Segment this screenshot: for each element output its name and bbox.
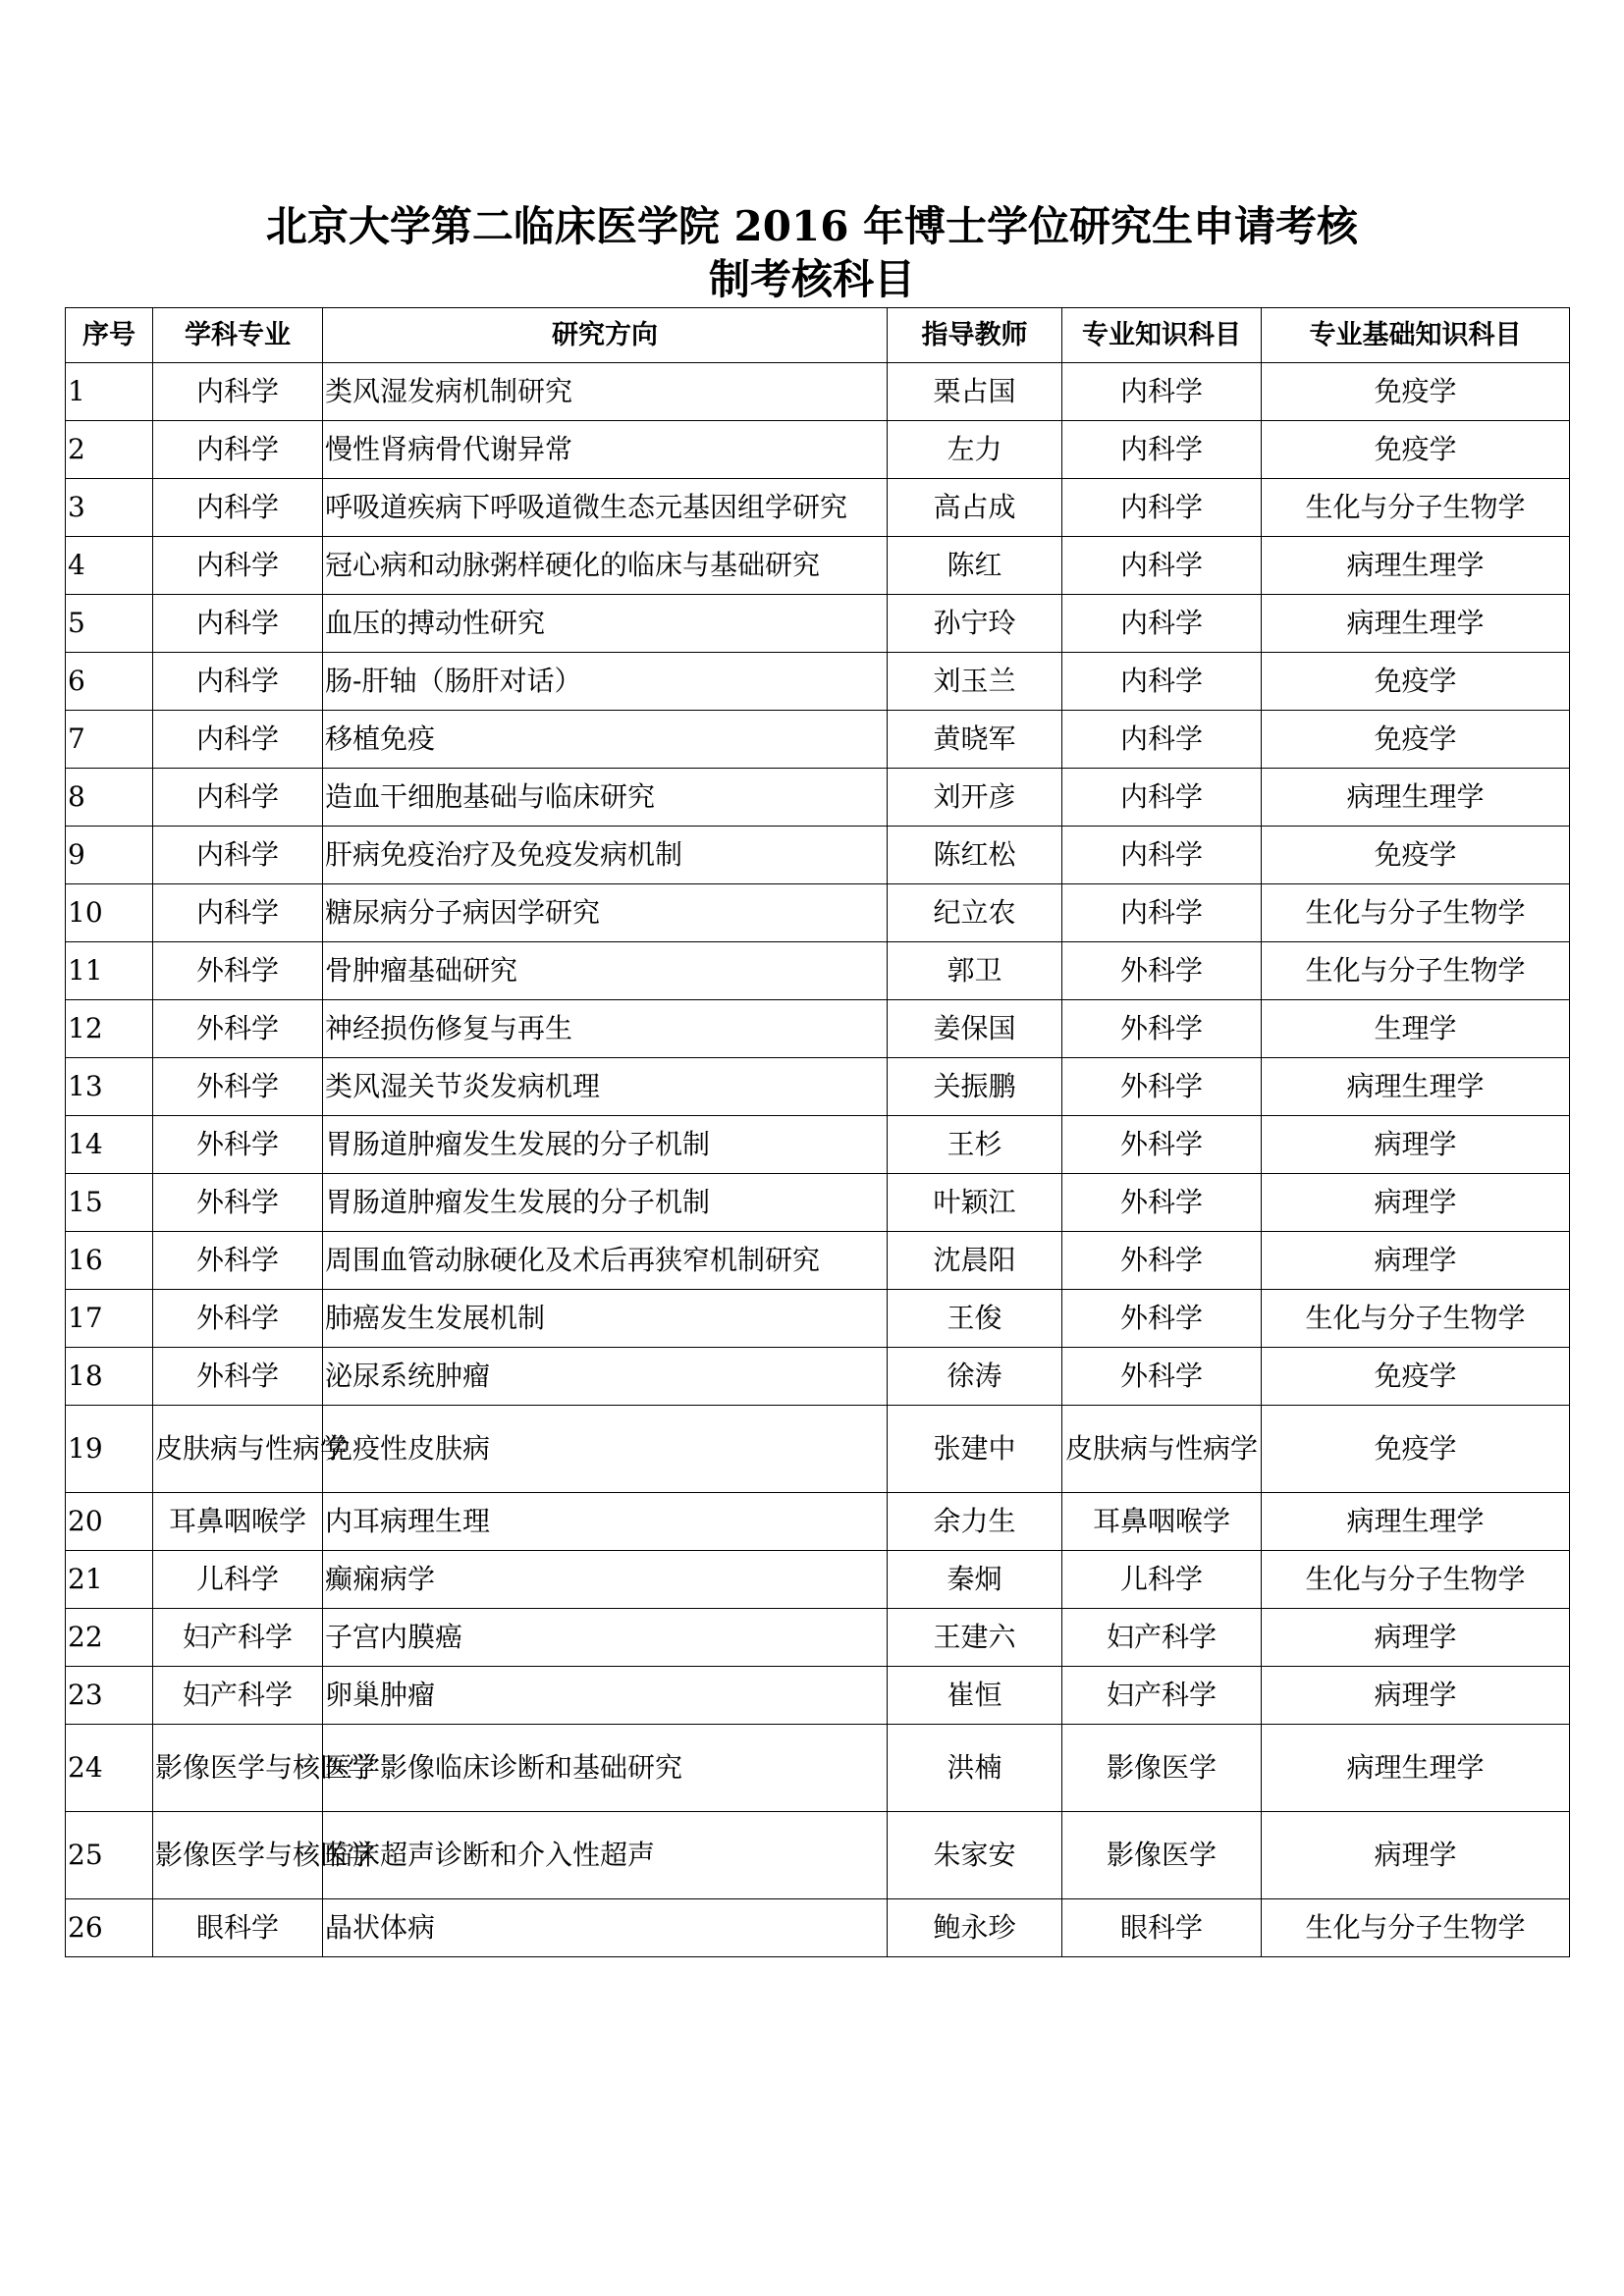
cell-foundation-subject: 病理生理学 — [1262, 1058, 1570, 1116]
table-row — [66, 1000, 1570, 1058]
cell-professional-subject: 内科学 — [1062, 537, 1262, 595]
cell-supervisor: 黄晓军 — [888, 711, 1062, 769]
cell-supervisor: 王杉 — [888, 1116, 1062, 1174]
cell-index: 11 — [66, 942, 153, 1000]
cell-index: 3 — [66, 479, 153, 537]
cell-foundation-subject: 生理学 — [1262, 1000, 1570, 1058]
table-row — [66, 1725, 1570, 1812]
cell-discipline: 妇产科学 — [153, 1609, 323, 1667]
cell-professional-subject: 内科学 — [1062, 884, 1262, 942]
cell-professional-subject: 影像医学 — [1062, 1725, 1262, 1812]
page-title-line-1: 北京大学第二临床医学院 2016 年博士学位研究生申请考核 — [265, 202, 1359, 250]
cell-research-direction: 内耳病理生理 — [323, 1493, 888, 1551]
cell-supervisor: 郭卫 — [888, 942, 1062, 1000]
cell-discipline: 外科学 — [153, 1232, 323, 1290]
cell-professional-subject: 内科学 — [1062, 363, 1262, 421]
cell-supervisor: 沈晨阳 — [888, 1232, 1062, 1290]
cell-supervisor: 左力 — [888, 421, 1062, 479]
cell-foundation-subject: 病理生理学 — [1262, 537, 1570, 595]
cell-discipline: 影像医学与核医学 — [153, 1725, 323, 1812]
cell-research-direction: 医学影像临床诊断和基础研究 — [323, 1725, 888, 1812]
cell-index: 19 — [66, 1406, 153, 1493]
cell-discipline: 外科学 — [153, 1116, 323, 1174]
header-index: 序号 — [66, 308, 153, 363]
cell-supervisor: 张建中 — [888, 1406, 1062, 1493]
table-row — [66, 1232, 1570, 1290]
cell-discipline: 内科学 — [153, 421, 323, 479]
cell-index: 18 — [66, 1348, 153, 1406]
header-research-direction: 研究方向 — [323, 308, 888, 363]
cell-foundation-subject: 生化与分子生物学 — [1262, 1899, 1570, 1957]
cell-index: 20 — [66, 1493, 153, 1551]
cell-professional-subject: 儿科学 — [1062, 1551, 1262, 1609]
table-row — [66, 1609, 1570, 1667]
cell-research-direction: 骨肿瘤基础研究 — [323, 942, 888, 1000]
cell-professional-subject: 外科学 — [1062, 1058, 1262, 1116]
cell-discipline: 外科学 — [153, 1290, 323, 1348]
cell-supervisor: 王俊 — [888, 1290, 1062, 1348]
cell-research-direction: 晶状体病 — [323, 1899, 888, 1957]
cell-foundation-subject: 病理学 — [1262, 1812, 1570, 1899]
cell-discipline: 外科学 — [153, 1348, 323, 1406]
table-row — [66, 653, 1570, 711]
header-supervisor: 指导教师 — [888, 308, 1062, 363]
table-row — [66, 363, 1570, 421]
cell-foundation-subject: 病理生理学 — [1262, 1725, 1570, 1812]
cell-research-direction: 子宫内膜癌 — [323, 1609, 888, 1667]
cell-index: 21 — [66, 1551, 153, 1609]
cell-supervisor: 陈红松 — [888, 827, 1062, 884]
table-row — [66, 827, 1570, 884]
cell-discipline: 内科学 — [153, 595, 323, 653]
cell-research-direction: 癫痫病学 — [323, 1551, 888, 1609]
cell-research-direction: 血压的搏动性研究 — [323, 595, 888, 653]
cell-supervisor: 叶颖江 — [888, 1174, 1062, 1232]
table-row — [66, 769, 1570, 827]
cell-professional-subject: 内科学 — [1062, 421, 1262, 479]
cell-index: 12 — [66, 1000, 153, 1058]
table-row — [66, 1406, 1570, 1493]
cell-discipline: 妇产科学 — [153, 1667, 323, 1725]
cell-research-direction: 糖尿病分子病因学研究 — [323, 884, 888, 942]
cell-foundation-subject: 生化与分子生物学 — [1262, 1551, 1570, 1609]
table-row — [66, 884, 1570, 942]
cell-professional-subject: 内科学 — [1062, 711, 1262, 769]
table-row — [66, 537, 1570, 595]
cell-foundation-subject: 病理生理学 — [1262, 1493, 1570, 1551]
table-row — [66, 1899, 1570, 1957]
cell-index: 14 — [66, 1116, 153, 1174]
cell-foundation-subject: 免疫学 — [1262, 653, 1570, 711]
cell-supervisor: 栗占国 — [888, 363, 1062, 421]
cell-index: 24 — [66, 1725, 153, 1812]
cell-index: 22 — [66, 1609, 153, 1667]
cell-discipline: 外科学 — [153, 1000, 323, 1058]
cell-index: 5 — [66, 595, 153, 653]
cell-foundation-subject: 病理生理学 — [1262, 769, 1570, 827]
cell-research-direction: 免疫性皮肤病 — [323, 1406, 888, 1493]
cell-index: 2 — [66, 421, 153, 479]
cell-index: 26 — [66, 1899, 153, 1957]
cell-foundation-subject: 免疫学 — [1262, 421, 1570, 479]
cell-research-direction: 胃肠道肿瘤发生发展的分子机制 — [323, 1174, 888, 1232]
header-foundation-subject: 专业基础知识科目 — [1262, 308, 1570, 363]
cell-discipline: 皮肤病与性病学 — [153, 1406, 323, 1493]
cell-professional-subject: 外科学 — [1062, 1232, 1262, 1290]
table-row — [66, 1058, 1570, 1116]
cell-foundation-subject: 生化与分子生物学 — [1262, 1290, 1570, 1348]
cell-research-direction: 肠-肝轴（肠肝对话） — [323, 653, 888, 711]
cell-foundation-subject: 免疫学 — [1262, 363, 1570, 421]
cell-foundation-subject: 免疫学 — [1262, 1406, 1570, 1493]
table-body — [66, 363, 1570, 1957]
cell-research-direction: 造血干细胞基础与临床研究 — [323, 769, 888, 827]
cell-supervisor: 洪楠 — [888, 1725, 1062, 1812]
cell-foundation-subject: 病理学 — [1262, 1667, 1570, 1725]
cell-index: 9 — [66, 827, 153, 884]
table-row — [66, 1290, 1570, 1348]
cell-index: 1 — [66, 363, 153, 421]
cell-professional-subject: 内科学 — [1062, 479, 1262, 537]
cell-research-direction: 临床超声诊断和介入性超声 — [323, 1812, 888, 1899]
cell-professional-subject: 妇产科学 — [1062, 1609, 1262, 1667]
cell-index: 8 — [66, 769, 153, 827]
cell-supervisor: 王建六 — [888, 1609, 1062, 1667]
cell-professional-subject: 外科学 — [1062, 1348, 1262, 1406]
cell-supervisor: 鲍永珍 — [888, 1899, 1062, 1957]
cell-supervisor: 陈红 — [888, 537, 1062, 595]
table-row — [66, 479, 1570, 537]
cell-supervisor: 秦炯 — [888, 1551, 1062, 1609]
cell-index: 16 — [66, 1232, 153, 1290]
cell-discipline: 儿科学 — [153, 1551, 323, 1609]
cell-index: 7 — [66, 711, 153, 769]
cell-discipline: 内科学 — [153, 653, 323, 711]
table-header-row — [66, 308, 1570, 363]
table-row — [66, 942, 1570, 1000]
cell-professional-subject: 眼科学 — [1062, 1899, 1262, 1957]
cell-supervisor: 姜保国 — [888, 1000, 1062, 1058]
cell-discipline: 外科学 — [153, 1174, 323, 1232]
cell-discipline: 内科学 — [153, 884, 323, 942]
cell-discipline: 内科学 — [153, 769, 323, 827]
cell-foundation-subject: 生化与分子生物学 — [1262, 884, 1570, 942]
cell-professional-subject: 妇产科学 — [1062, 1667, 1262, 1725]
cell-index: 13 — [66, 1058, 153, 1116]
cell-research-direction: 胃肠道肿瘤发生发展的分子机制 — [323, 1116, 888, 1174]
exam-subjects-table — [65, 307, 1570, 1957]
cell-supervisor: 徐涛 — [888, 1348, 1062, 1406]
cell-professional-subject: 外科学 — [1062, 1116, 1262, 1174]
cell-research-direction: 呼吸道疾病下呼吸道微生态元基因组学研究 — [323, 479, 888, 537]
cell-index: 17 — [66, 1290, 153, 1348]
cell-research-direction: 泌尿系统肿瘤 — [323, 1348, 888, 1406]
cell-index: 25 — [66, 1812, 153, 1899]
cell-supervisor: 关振鹏 — [888, 1058, 1062, 1116]
cell-discipline: 内科学 — [153, 711, 323, 769]
page-title-line-2: 制考核科目 — [708, 255, 915, 303]
cell-foundation-subject: 病理生理学 — [1262, 595, 1570, 653]
cell-research-direction: 卵巢肿瘤 — [323, 1667, 888, 1725]
cell-index: 23 — [66, 1667, 153, 1725]
cell-supervisor: 余力生 — [888, 1493, 1062, 1551]
cell-discipline: 耳鼻咽喉学 — [153, 1493, 323, 1551]
table-row — [66, 421, 1570, 479]
table-row — [66, 595, 1570, 653]
cell-research-direction: 肺癌发生发展机制 — [323, 1290, 888, 1348]
cell-discipline: 内科学 — [153, 363, 323, 421]
cell-index: 4 — [66, 537, 153, 595]
table-row — [66, 711, 1570, 769]
cell-discipline: 内科学 — [153, 479, 323, 537]
cell-supervisor: 刘开彦 — [888, 769, 1062, 827]
cell-discipline: 外科学 — [153, 1058, 323, 1116]
table-row — [66, 1812, 1570, 1899]
cell-professional-subject: 影像医学 — [1062, 1812, 1262, 1899]
cell-discipline: 影像医学与核医学 — [153, 1812, 323, 1899]
cell-discipline: 眼科学 — [153, 1899, 323, 1957]
cell-supervisor: 崔恒 — [888, 1667, 1062, 1725]
cell-index: 15 — [66, 1174, 153, 1232]
cell-research-direction: 冠心病和动脉粥样硬化的临床与基础研究 — [323, 537, 888, 595]
cell-professional-subject: 耳鼻咽喉学 — [1062, 1493, 1262, 1551]
cell-professional-subject: 内科学 — [1062, 827, 1262, 884]
cell-research-direction: 周围血管动脉硬化及术后再狭窄机制研究 — [323, 1232, 888, 1290]
cell-professional-subject: 内科学 — [1062, 653, 1262, 711]
cell-supervisor: 刘玉兰 — [888, 653, 1062, 711]
cell-professional-subject: 内科学 — [1062, 595, 1262, 653]
cell-professional-subject: 内科学 — [1062, 769, 1262, 827]
table-row — [66, 1551, 1570, 1609]
table-row — [66, 1493, 1570, 1551]
header-discipline: 学科专业 — [153, 308, 323, 363]
cell-research-direction: 类风湿关节炎发病机理 — [323, 1058, 888, 1116]
table-row — [66, 1174, 1570, 1232]
cell-supervisor: 朱家安 — [888, 1812, 1062, 1899]
table-row — [66, 1348, 1570, 1406]
cell-foundation-subject: 病理学 — [1262, 1609, 1570, 1667]
cell-discipline: 外科学 — [153, 942, 323, 1000]
cell-discipline: 内科学 — [153, 827, 323, 884]
cell-discipline: 内科学 — [153, 537, 323, 595]
cell-foundation-subject: 生化与分子生物学 — [1262, 942, 1570, 1000]
cell-supervisor: 纪立农 — [888, 884, 1062, 942]
cell-index: 6 — [66, 653, 153, 711]
cell-research-direction: 移植免疫 — [323, 711, 888, 769]
cell-professional-subject: 外科学 — [1062, 1000, 1262, 1058]
cell-supervisor: 孙宁玲 — [888, 595, 1062, 653]
cell-foundation-subject: 病理学 — [1262, 1116, 1570, 1174]
cell-professional-subject: 外科学 — [1062, 1290, 1262, 1348]
cell-professional-subject: 外科学 — [1062, 942, 1262, 1000]
cell-foundation-subject: 免疫学 — [1262, 1348, 1570, 1406]
cell-foundation-subject: 免疫学 — [1262, 711, 1570, 769]
cell-research-direction: 类风湿发病机制研究 — [323, 363, 888, 421]
cell-foundation-subject: 生化与分子生物学 — [1262, 479, 1570, 537]
cell-research-direction: 神经损伤修复与再生 — [323, 1000, 888, 1058]
cell-professional-subject: 外科学 — [1062, 1174, 1262, 1232]
cell-foundation-subject: 病理学 — [1262, 1232, 1570, 1290]
cell-research-direction: 肝病免疫治疗及免疫发病机制 — [323, 827, 888, 884]
cell-foundation-subject: 病理学 — [1262, 1174, 1570, 1232]
cell-research-direction: 慢性肾病骨代谢异常 — [323, 421, 888, 479]
cell-professional-subject: 皮肤病与性病学 — [1062, 1406, 1262, 1493]
table-row — [66, 1667, 1570, 1725]
table-row — [66, 1116, 1570, 1174]
header-professional-subject: 专业知识科目 — [1062, 308, 1262, 363]
cell-foundation-subject: 免疫学 — [1262, 827, 1570, 884]
cell-index: 10 — [66, 884, 153, 942]
cell-supervisor: 高占成 — [888, 479, 1062, 537]
